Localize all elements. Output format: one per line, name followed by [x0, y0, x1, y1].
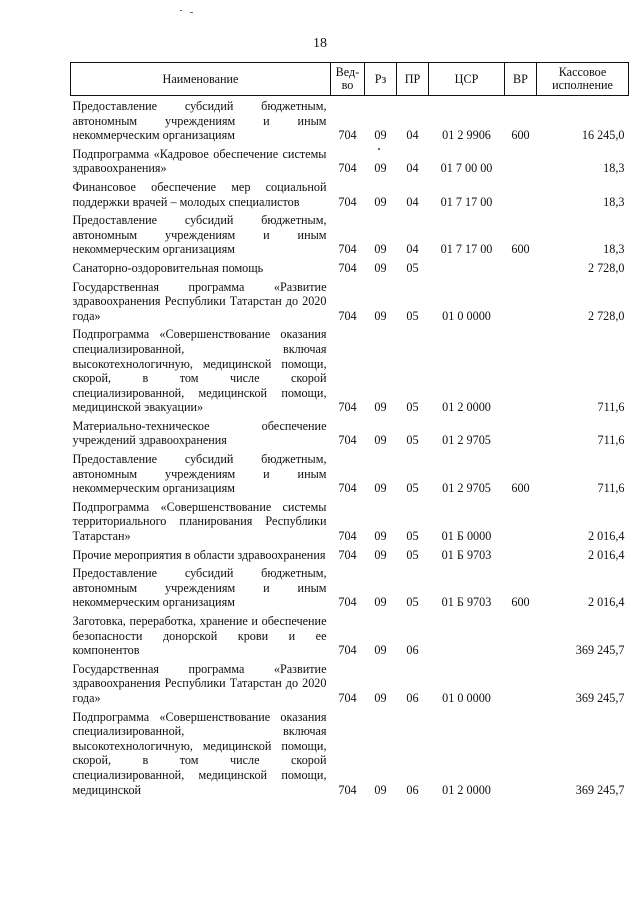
cell-rz: 09 — [374, 161, 387, 176]
budget-table — [70, 62, 629, 798]
cell-sum: 2 016,4 — [587, 547, 625, 562]
table-row — [71, 611, 629, 659]
cell-sum: 2 016,4 — [587, 529, 625, 544]
cell-rz: 09 — [374, 690, 387, 705]
cell-rz: 09 — [374, 529, 387, 544]
header-pr: ПР — [397, 63, 429, 96]
cell-sum: 2 728,0 — [587, 308, 625, 323]
header-csr: ЦСР — [429, 63, 505, 96]
table-row — [71, 707, 629, 799]
cell-vr: 600 — [511, 242, 530, 257]
header-name: Наименование — [71, 63, 331, 96]
cell-csr: 01 7 17 00 — [440, 194, 493, 209]
table-row — [71, 449, 629, 497]
header-vr: ВР — [505, 63, 537, 96]
cell-pr: 04 — [406, 242, 419, 257]
cell-name: Государственная программа «Развитие здравоохранения Республики Татарстан до 2020 года» — [72, 279, 327, 323]
cell-name: Санаторно-оздоровительная помощь — [72, 260, 264, 275]
cell-ved: 704 — [338, 481, 357, 496]
cell-sum: 369 245,7 — [575, 690, 625, 705]
table-header — [71, 63, 629, 96]
table-row — [71, 96, 629, 144]
page-number: 18 — [313, 36, 327, 51]
cell-sum: 2 016,4 — [587, 595, 625, 610]
cell-ved: 704 — [338, 400, 357, 415]
table-row — [71, 545, 629, 564]
cell-name: Заготовка, переработка, хранение и обеспечение безопасности донорской крови и ее компонентов — [72, 614, 327, 658]
cell-pr: 05 — [406, 547, 419, 562]
cell-pr: 05 — [406, 308, 419, 323]
cell-rz: 09 — [374, 128, 387, 143]
cell-ved: 704 — [338, 161, 357, 176]
cell-rz: 09 — [374, 643, 387, 658]
cell-sum: 369 245,7 — [575, 643, 625, 658]
cell-pr: 05 — [406, 260, 419, 275]
cell-vr — [505, 707, 537, 799]
cell-rz: 09 — [374, 400, 387, 415]
cell-csr: 01 Б 0000 — [441, 529, 492, 544]
cell-csr: 01 Б 9703 — [441, 547, 492, 562]
cell-pr: 05 — [406, 595, 419, 610]
cell-pr: 05 — [406, 529, 419, 544]
cell-rz: 09 — [374, 242, 387, 257]
cell-vr: 600 — [511, 595, 530, 610]
cell-csr: 01 2 9705 — [442, 481, 491, 496]
table-row — [71, 324, 629, 416]
cell-csr: 01 7 17 00 — [440, 242, 493, 257]
cell-csr: 01 2 9705 — [442, 433, 491, 448]
cell-vr — [505, 497, 537, 545]
cell-csr: 01 0 0000 — [442, 690, 491, 705]
cell-pr: 04 — [406, 194, 419, 209]
cell-rz: 09 — [374, 433, 387, 448]
cell-ved: 704 — [338, 194, 357, 209]
cell-rz: 09 — [374, 782, 387, 797]
table-row — [71, 497, 629, 545]
cell-ved: 704 — [338, 547, 357, 562]
scan-speck — [180, 10, 182, 11]
table-row — [71, 144, 629, 177]
cell-name: Подпрограмма «Совершенствование системы территориального планирования Республики Татарстан» — [72, 499, 327, 544]
header-ved: Вед- во — [331, 63, 365, 96]
table-row — [71, 210, 629, 258]
cell-sum: 711,6 — [597, 400, 625, 415]
cell-pr: 06 — [406, 643, 419, 658]
cell-rz: 09 — [374, 308, 387, 323]
cell-pr: 05 — [406, 433, 419, 448]
cell-vr — [505, 177, 537, 210]
cell-sum: 18,3 — [603, 242, 625, 257]
cell-vr — [505, 277, 537, 325]
cell-pr: 05 — [406, 400, 419, 415]
header-rz: Рз — [365, 63, 397, 96]
cell-ved: 704 — [338, 643, 357, 658]
cell-csr: 01 Б 9703 — [441, 595, 492, 610]
table-row — [71, 563, 629, 611]
cell-ved: 704 — [338, 529, 357, 544]
cell-pr: 06 — [406, 782, 419, 797]
cell-ved: 704 — [338, 242, 357, 257]
cell-vr — [505, 324, 537, 416]
table-row — [71, 258, 629, 277]
cell-sum: 18,3 — [603, 194, 625, 209]
scan-speck — [190, 12, 193, 13]
cell-csr: 01 2 9906 — [442, 128, 491, 143]
cell-csr: 01 2 0000 — [442, 400, 491, 415]
cell-vr: 600 — [511, 481, 530, 496]
cell-sum: 16 245,0 — [581, 128, 625, 143]
cell-name: Предоставление субсидий бюджетным, автономным учреждениям и иным некоммерческим организациям — [72, 566, 327, 610]
cell-rz: 09 — [374, 595, 387, 610]
cell-csr — [429, 258, 505, 277]
cell-csr: 01 0 0000 — [442, 308, 491, 323]
cell-vr — [505, 545, 537, 564]
cell-name: Подпрограмма «Совершенствование оказания специализированной, включая высокотехнологичную, медицинской помощи, скорой, в том числе скорой специализированной, медицинской помощи, медицинской — [72, 709, 327, 797]
cell-rz: 09 — [374, 260, 387, 275]
cell-vr — [505, 258, 537, 277]
cell-name: Прочие мероприятия в области здравоохранения — [72, 547, 326, 562]
cell-pr: 04 — [406, 161, 419, 176]
cell-pr: 06 — [406, 690, 419, 705]
cell-sum: 711,6 — [597, 433, 625, 448]
cell-ved: 704 — [338, 128, 357, 143]
cell-csr: 01 7 00 00 — [440, 161, 493, 176]
cell-name: Предоставление субсидий бюджетным, автономным учреждениям и иным некоммерческим организациям — [72, 213, 327, 257]
cell-ved: 704 — [338, 433, 357, 448]
cell-sum: 2 728,0 — [587, 260, 625, 275]
table-row — [71, 416, 629, 449]
cell-vr — [505, 659, 537, 707]
cell-ved: 704 — [338, 595, 357, 610]
header-sum: Кассовое исполнение — [537, 63, 629, 96]
cell-name: Государственная программа «Развитие здравоохранения Республики Татарстан до 2020 года» — [72, 661, 327, 705]
cell-pr: 05 — [406, 481, 419, 496]
cell-csr — [429, 611, 505, 659]
cell-name: Предоставление субсидий бюджетным, автономным учреждениям и иным некоммерческим организациям — [72, 452, 327, 496]
cell-vr — [505, 144, 537, 177]
cell-sum: 711,6 — [597, 481, 625, 496]
table-body — [71, 96, 629, 799]
table-row — [71, 277, 629, 325]
cell-ved: 704 — [338, 260, 357, 275]
cell-name: Материально-техническое обеспечение учреждений здравоохранения — [72, 418, 327, 448]
cell-pr: 04 — [406, 128, 419, 143]
cell-sum: 18,3 — [603, 161, 625, 176]
cell-rz: 09 — [374, 194, 387, 209]
cell-rz: 09 — [374, 481, 387, 496]
cell-sum: 369 245,7 — [575, 782, 625, 797]
cell-name: Подпрограмма «Совершенствование оказания специализированной, включая высокотехнологичную, медицинской помощи, скорой, в том числе скорой специализированной, медицинской помощи, медицинской эвакуации» — [72, 327, 327, 415]
cell-name: Предоставление субсидий бюджетным, автономным учреждениям и иным некоммерческим организациям — [72, 99, 327, 143]
cell-vr — [505, 611, 537, 659]
cell-ved: 704 — [338, 308, 357, 323]
cell-ved: 704 — [338, 690, 357, 705]
cell-vr — [505, 416, 537, 449]
table-row — [71, 177, 629, 210]
cell-vr: 600 — [511, 128, 530, 143]
cell-csr: 01 2 0000 — [442, 782, 491, 797]
cell-name: Подпрограмма «Кадровое обеспечение системы здравоохранения» — [72, 146, 327, 176]
cell-rz: 09 — [374, 547, 387, 562]
cell-ved: 704 — [338, 782, 357, 797]
cell-name: Финансовое обеспечение мер социальной поддержки врачей – молодых специалистов — [72, 179, 327, 209]
table-row — [71, 659, 629, 707]
